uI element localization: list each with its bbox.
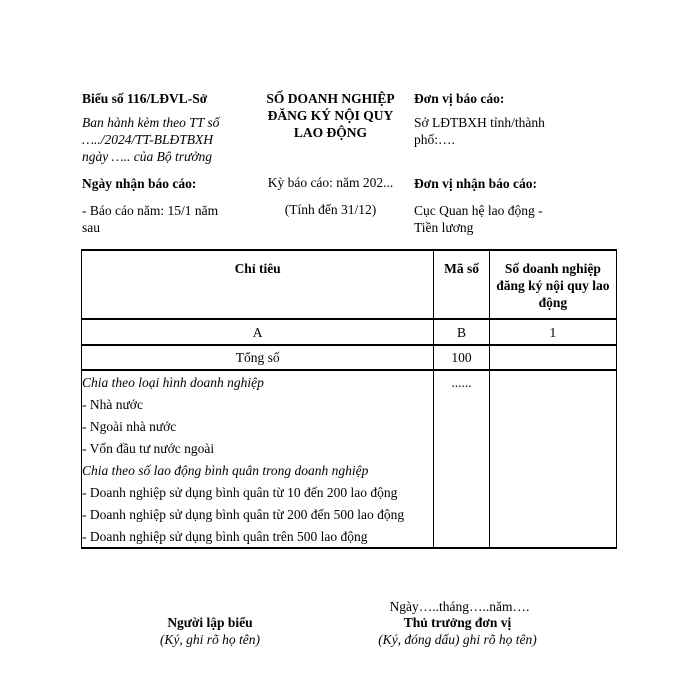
table-row [82,437,617,459]
column-letter-a: A [82,319,434,345]
row-value[interactable] [489,459,616,481]
table-row [82,393,617,415]
unit-head-title: Thủ trưởng đơn vị [403,615,512,630]
column-header-indicator: Chỉ tiêu [82,250,434,319]
reporting-unit-line-1: Sở LĐTBXH tỉnh/thành [414,115,545,130]
row-value[interactable] [489,437,616,459]
column-header-code: Mã số [434,250,490,319]
row-indicator: - Nhà nước [82,393,434,415]
row-code [434,393,490,415]
row-indicator: - Doanh nghiệp sử dụng bình quân từ 200 đến 500 lao động [82,503,434,525]
issued-by-line-1: Ban hành kèm theo TT số [82,115,220,130]
row-code: ...... [434,370,490,393]
row-value[interactable] [489,370,616,393]
total-code: 100 [434,345,490,370]
row-indicator: Chia theo số lao động bình quân trong doanh nghiệp [82,459,434,481]
receive-date-label: Ngày nhận báo cáo: [82,176,197,191]
report-title-line-1: SỐ DOANH NGHIỆP [266,91,395,106]
row-value[interactable] [489,415,616,437]
report-title-line-3: LAO ĐỘNG [293,125,368,140]
table-row [82,459,617,481]
table-row [82,503,617,525]
signature-date: Ngày…..tháng…..năm…. [389,599,530,614]
row-value[interactable] [489,503,616,525]
issued-by-line-2: …../2024/TT-BLĐTBXH [82,132,214,147]
row-indicator: - Ngoài nhà nước [82,415,434,437]
column-letter-row [82,319,617,345]
receive-date-line-2: sau [82,220,100,235]
preparer-note: (Ký, ghi rõ họ tên) [159,632,261,647]
total-value[interactable] [489,345,616,370]
receive-date-line-1: - Báo cáo năm: 15/1 năm [82,203,219,218]
row-value[interactable] [489,393,616,415]
row-code [434,437,490,459]
row-code [434,415,490,437]
header-left-block [82,90,247,236]
table-row [82,415,617,437]
receiving-unit-line-2: Tiền lương [414,220,474,235]
report-table [81,249,617,549]
unit-head-note: (Ký, đóng dấu) ghi rõ họ tên) [378,632,537,647]
row-code [434,481,490,503]
table-row [82,481,617,503]
row-code [434,525,490,548]
receiving-unit-label: Đơn vị nhận báo cáo: [414,176,538,191]
row-code [434,459,490,481]
column-letter-1: 1 [489,319,616,345]
row-code [434,503,490,525]
table-row [82,525,617,548]
row-value[interactable] [489,481,616,503]
preparer-signature-block [120,614,300,648]
form-number: Biểu số 116/LĐVL-Sở [82,91,208,106]
row-value[interactable] [489,525,616,548]
issued-by-line-3: ngày ….. của Bộ trưởng [82,149,213,164]
row-indicator: - Doanh nghiệp sử dụng bình quân trên 500 lao động [82,525,434,548]
header-title-block [248,90,413,218]
reporting-unit-line-2: phố:…. [414,132,455,147]
row-indicator: - Doanh nghiệp sử dụng bình quân từ 10 đến 200 lao động [82,481,434,503]
total-label: Tổng số [82,345,434,370]
preparer-title: Người lập biểu [167,615,253,630]
row-indicator: Chia theo loại hình doanh nghiệp [82,370,434,393]
column-letter-b: B [434,319,490,345]
reporting-unit-label: Đơn vị báo cáo: [414,91,505,106]
total-row [82,345,617,370]
report-period: Kỳ báo cáo: năm 202... [267,175,394,190]
report-title-line-2: ĐĂNG KÝ NỘI QUY [267,108,394,123]
receiving-unit-line-1: Cục Quan hệ lao động - [414,203,543,218]
column-header-enterprise-count: Số doanh nghiệp đăng ký nội quy lao động [489,250,616,319]
header-right-block [414,90,594,236]
table-row [82,370,617,393]
unit-head-signature-block [360,614,555,648]
row-indicator: - Vốn đầu tư nước ngoài [82,437,434,459]
table-header-row [82,250,617,319]
report-period-note: (Tính đến 31/12) [284,202,377,217]
